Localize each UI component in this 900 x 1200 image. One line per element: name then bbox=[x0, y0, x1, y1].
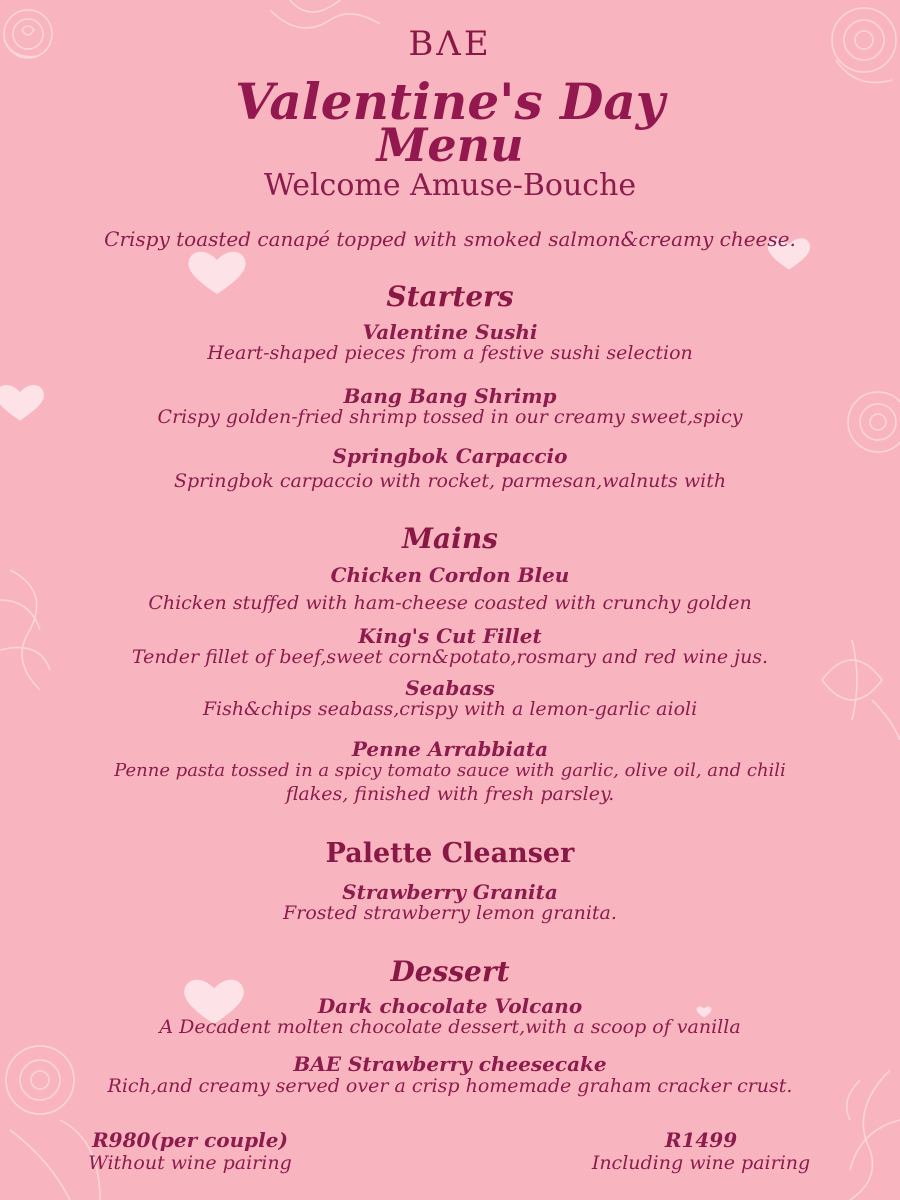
menu-item-description: Fish&chips seabass,crispy with a lemon-garlic aioli bbox=[202, 698, 698, 720]
menu-item-description: Rich,and creamy served over a crisp homemade graham cracker crust. bbox=[107, 1075, 793, 1097]
menu-item-name: BAE Strawberry cheesecake bbox=[293, 1052, 607, 1076]
menu-item-description: Chicken stuffed with ham-cheese coasted with crunchy golden bbox=[148, 592, 752, 614]
menu-item-name: King's Cut Fillet bbox=[358, 624, 542, 648]
price-amount: R1499 bbox=[664, 1128, 738, 1152]
section-heading-palette-cleanser: Palette Cleanser bbox=[325, 838, 575, 869]
price-with-wine bbox=[556, 1128, 846, 1174]
brand-logo: BΛE bbox=[408, 24, 492, 64]
price-note: Including wine pairing bbox=[591, 1152, 811, 1174]
menu-item-description: Tender fillet of beef,sweet corn&potato,rosmary and red wine jus. bbox=[131, 646, 769, 668]
menu-item-description: Penne pasta tossed in a spicy tomato sauce with garlic, olive oil, and chili bbox=[114, 760, 786, 781]
menu-item-name: Penne Arrabbiata bbox=[351, 737, 549, 761]
menu-item-description: Heart-shaped pieces from a festive sushi selection bbox=[207, 342, 693, 364]
price-without-wine bbox=[40, 1128, 340, 1174]
menu-item-name: Seabass bbox=[405, 676, 495, 700]
menu-item-description: Frosted strawberry lemon granita. bbox=[283, 902, 617, 924]
menu-subtitle: Menu bbox=[376, 118, 524, 172]
section-heading-dessert: Dessert bbox=[390, 955, 510, 988]
welcome-heading: Welcome Amuse-Bouche bbox=[263, 168, 637, 203]
menu-item-name: Dark chocolate Volcano bbox=[317, 994, 583, 1018]
price-note: Without wine pairing bbox=[88, 1152, 292, 1174]
menu-item-name: Bang Bang Shrimp bbox=[343, 384, 557, 408]
menu-item-description: Springbok carpaccio with rocket, parmesan,walnuts with bbox=[173, 470, 727, 492]
menu-item-description-continued: flakes, finished with fresh parsley. bbox=[285, 783, 615, 805]
menu-item-name: Chicken Cordon Bleu bbox=[330, 563, 570, 587]
amuse-bouche-description: Crispy toasted canapé topped with smoked salmon&creamy cheese. bbox=[104, 227, 796, 251]
menu-item-name: Strawberry Granita bbox=[342, 880, 558, 904]
section-heading-mains: Mains bbox=[402, 522, 498, 555]
menu-item-description: A Decadent molten chocolate dessert,with a scoop of vanilla bbox=[159, 1016, 741, 1038]
menu-item-name: Valentine Sushi bbox=[362, 320, 538, 344]
menu-item-description: Crispy golden-fried shrimp tossed in our creamy sweet,spicy bbox=[157, 406, 743, 428]
menu-title: Valentine's Day bbox=[235, 72, 665, 131]
section-heading-starters: Starters bbox=[386, 280, 514, 313]
menu-item-name: Springbok Carpaccio bbox=[332, 444, 568, 468]
price-amount: R980(per couple) bbox=[92, 1128, 288, 1152]
